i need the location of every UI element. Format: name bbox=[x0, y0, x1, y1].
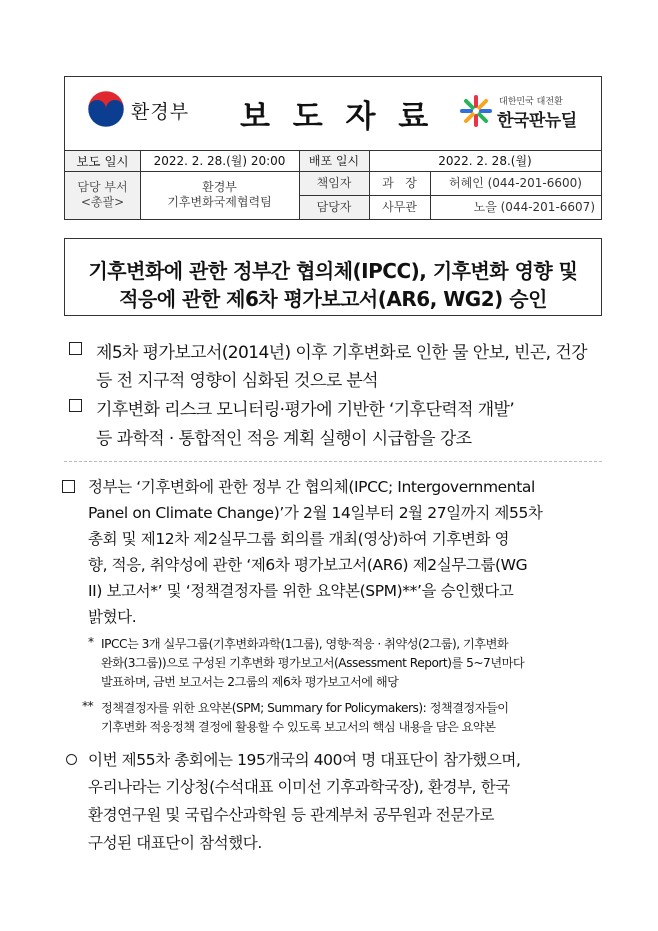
distribution-value: 2022. 2. 28.(월) bbox=[438, 153, 532, 168]
summary-1-line-2: 등 전 지구적 영향이 심화된 것으로 분석 bbox=[96, 371, 378, 391]
staff-label: 담당자 bbox=[316, 199, 352, 214]
distribution-label: 배포 일시 bbox=[308, 153, 360, 168]
summary-2-line-2: 등 과학적 · 통합적인 적응 계획 실행이 시급함을 강조 bbox=[96, 429, 472, 449]
department-label-sub: <총괄> bbox=[80, 195, 125, 209]
square-bullet-icon bbox=[62, 480, 75, 493]
para1-line-6: 밝혔다. bbox=[88, 608, 137, 626]
headline-line-2: 적응에 관한 제6차 평가보고서(AR6, WG2) 승인 bbox=[119, 287, 547, 311]
footnote-2-line-1: 정책결정자를 위한 요약본(SPM; Summary for Policymakers): 정책결정자들이 bbox=[101, 701, 509, 715]
department-value bbox=[140, 171, 299, 219]
press-info-table bbox=[64, 150, 602, 220]
footnote-1-line-3: 발표하며, 금번 보고서는 2그룹의 제6차 평가보고서에 해당 bbox=[101, 675, 399, 689]
headline-box bbox=[64, 238, 602, 316]
square-bullet-icon bbox=[69, 399, 82, 412]
manager-title: 과 장 bbox=[382, 175, 417, 190]
press-time-value: 2022. 2. 28.(월) 20:00 bbox=[153, 153, 286, 168]
footnote-2-marker: ** bbox=[82, 699, 94, 713]
manager-contact: 허혜인 (044-201-6600) bbox=[449, 175, 582, 190]
para1-line-1: 정부는 ‘기후변화에 관한 정부 간 협의체(IPCC; Intergovernmental bbox=[88, 478, 535, 496]
ministry-name: 환경부 bbox=[131, 101, 190, 123]
department-label bbox=[65, 171, 140, 219]
para1-line-3: 총회 및 제12차 제2실무그룹 회의를 개최(영상)하여 기후변화 영 bbox=[88, 530, 510, 548]
department-team: 기후변화국제협력팀 bbox=[167, 195, 272, 209]
taegeuk-emblem-icon bbox=[87, 90, 125, 128]
para1-line-2: Panel on Climate Change)’가 2월 14일부터 2월 27일까지 제55차 bbox=[88, 504, 543, 522]
footnote-1-line-1: IPCC는 3개 실무그룹(기후변화과학(1그룹), 영향·적응 · 취약성(2그룹), 기후변화 bbox=[101, 637, 509, 651]
footnote-2-line-2: 기후변화 적응정책 결정에 활용할 수 있도록 보고서의 핵심 내용을 담은 요약본 bbox=[101, 720, 496, 734]
press-release-header bbox=[64, 76, 602, 150]
para2-line-2: 우리나라는 기상청(수석대표 이미선 기후과학국장), 환경부, 한국 bbox=[88, 778, 510, 796]
staff-contact: 노을 (044-201-6607) bbox=[473, 199, 595, 214]
square-bullet-icon bbox=[69, 342, 82, 355]
logo-text: 한국판뉴딜 bbox=[497, 111, 577, 131]
separator-line bbox=[64, 461, 602, 462]
headline-line-1: 기후변화에 관한 정부간 협의체(IPCC), 기후변화 영향 및 bbox=[88, 259, 578, 283]
press-time-label: 보도 일시 bbox=[76, 153, 129, 169]
para2-line-4: 구성된 대표단이 참석했다. bbox=[88, 834, 262, 852]
department-label-line: 담당 부서 bbox=[77, 180, 128, 194]
para2-line-1: 이번 제55차 총회에는 195개국의 400여 명 대표단이 참가했으며, bbox=[88, 751, 521, 769]
circle-bullet-icon bbox=[66, 754, 77, 765]
new-deal-logo-icon bbox=[459, 94, 493, 128]
logo-slogan: 대한민국 대전환 bbox=[499, 97, 563, 107]
para1-line-5: II) 보고서*’ 및 ‘정책결정자를 위한 요약본(SPM)**’을 승인했다고 bbox=[88, 582, 514, 600]
document-type-title: 보 도 자 료 bbox=[240, 99, 435, 135]
summary-2-line-1: 기후변화 리스크 모니터링·평가에 기반한 ‘기후단력적 개발’ bbox=[96, 400, 515, 420]
department-ministry: 환경부 bbox=[202, 180, 237, 194]
staff-title: 사무관 bbox=[382, 199, 417, 214]
para1-line-4: 향, 적응, 취약성에 관한 ‘제6차 평가보고서(AR6) 제2실무그룹(WG bbox=[88, 556, 528, 574]
footnote-1-line-2: 완화(3그룹))으로 구성된 기후변화 평가보고서(Assessment Report)를 5~7년마다 bbox=[101, 656, 525, 670]
footnote-1-marker: * bbox=[88, 635, 94, 649]
summary-1-line-1: 제5차 평가보고서(2014년) 이후 기후변화로 인한 물 안보, 빈곤, 건강 bbox=[96, 343, 587, 363]
manager-label: 책임자 bbox=[316, 175, 352, 190]
para2-line-3: 환경연구원 및 국립수산과학원 등 관계부처 공무원과 전문가로 bbox=[88, 806, 495, 824]
